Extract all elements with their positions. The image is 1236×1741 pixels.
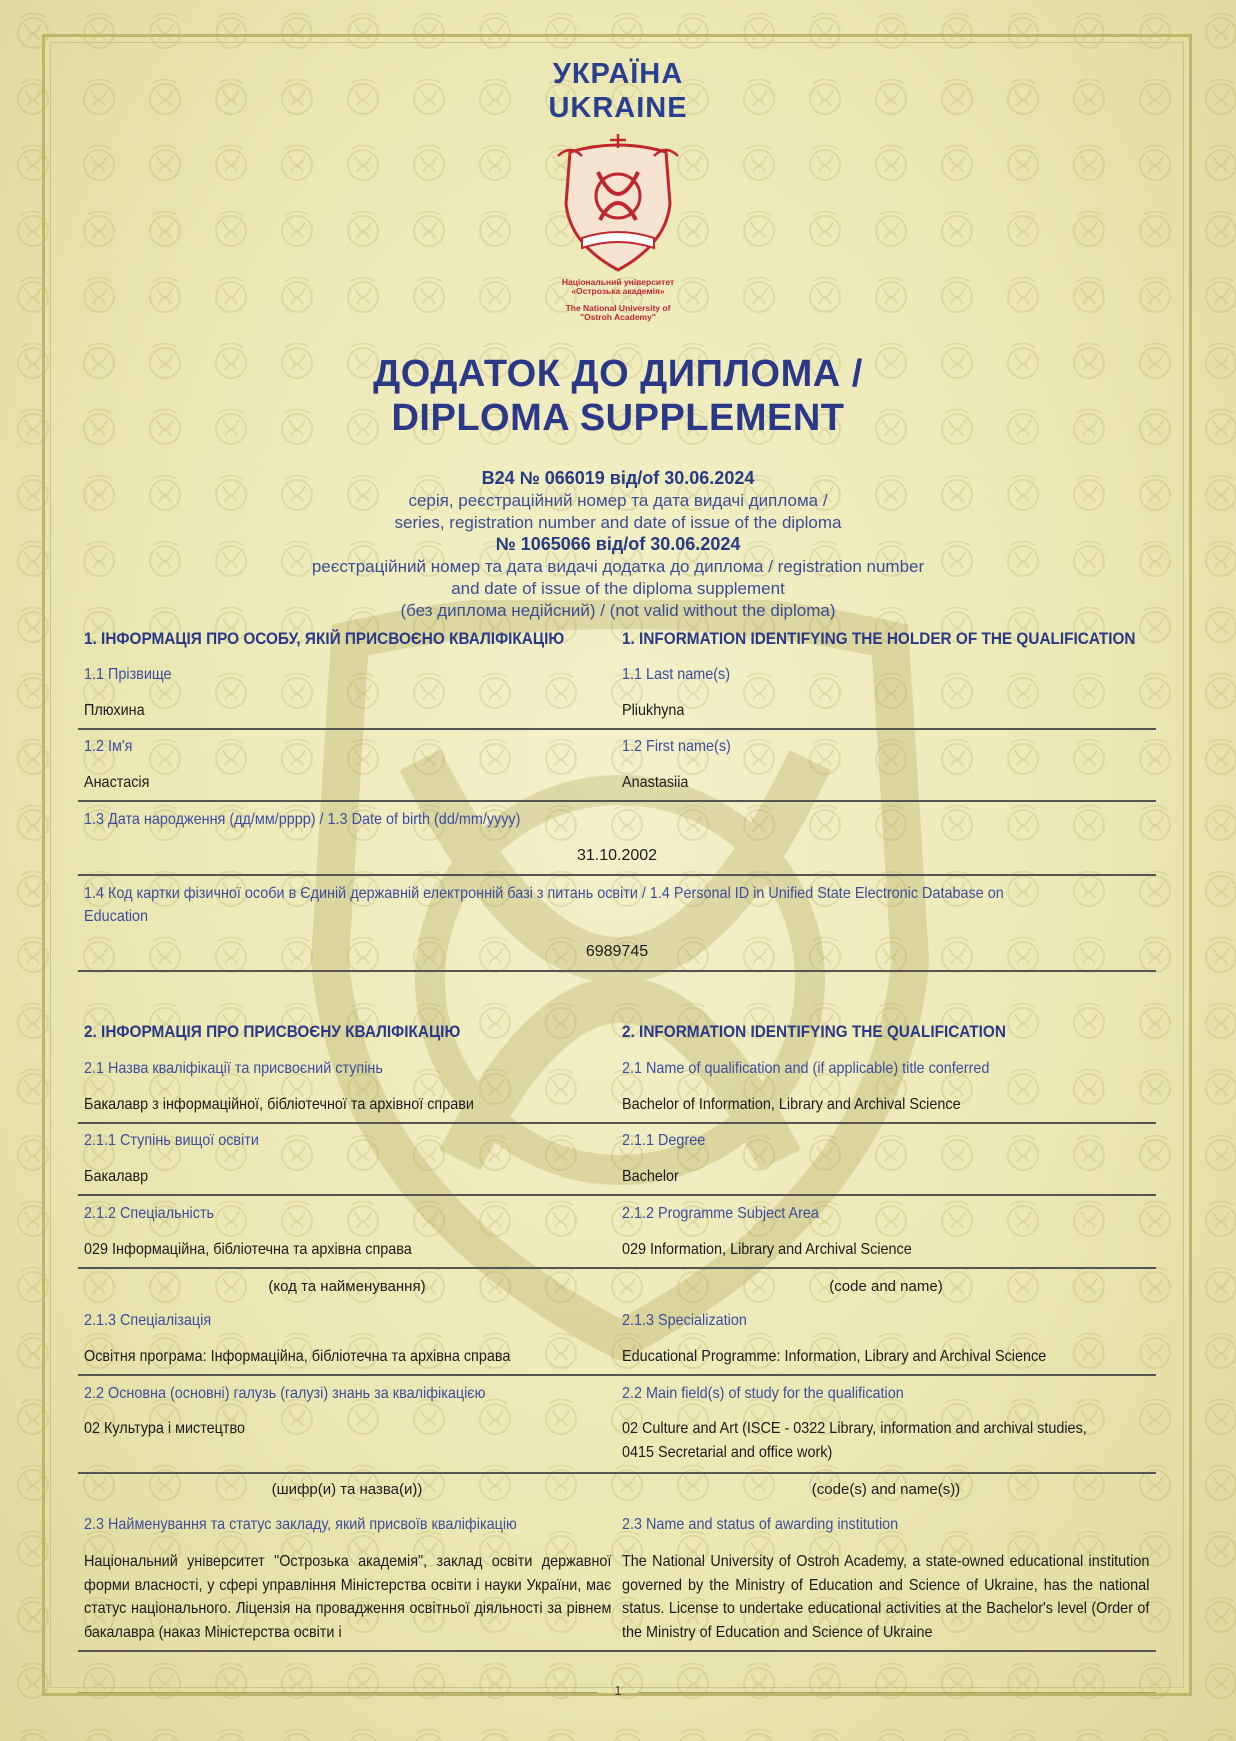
divider: [78, 1650, 1156, 1652]
diploma-caption-ua: серія, реєстраційний номер та дата видачі диплома /: [408, 491, 828, 510]
last-name-en: Pliukhyna: [622, 702, 685, 719]
specialization-ua: Освітня програма: Інформаційна, бібліотечна та архівна справа: [84, 1348, 511, 1365]
specialty-en: 029 Information, Library and Archival Science: [622, 1241, 912, 1258]
field-en-2: 0415 Secretarial and office work): [622, 1444, 833, 1461]
first-name-label-ua: 1.2 Ім'я: [84, 738, 133, 755]
divider: [78, 728, 1156, 730]
dob-value: 31.10.2002: [576, 847, 658, 864]
last-name-ua: Плюхина: [84, 702, 145, 719]
field-en-1: 02 Culture and Art (ISCE - 0322 Library, information and archival studies,: [622, 1420, 1087, 1437]
university-crest-icon: [548, 134, 688, 274]
section1-heading-ua: 1. ІНФОРМАЦІЯ ПРО ОСОБУ, ЯКІЙ ПРИСВОЄНО КВАЛІФІКАЦІЮ: [84, 630, 565, 648]
institution-description-en: The National University of Ostroh Academy, a state-owned educational institution governed by the Ministry of Education and Science of Ukraine, has the national status. License to undertake educational activities at the Bachelor's level (Order of the Ministry of Education and Science of Ukraine: [622, 1553, 1150, 1641]
document-title-ua: ДОДАТОК ДО ДИПЛОМА /: [373, 353, 863, 395]
specialty-note-ua: (код та найменування): [268, 1278, 426, 1295]
divider: [78, 1122, 1156, 1124]
divider: [78, 874, 1156, 876]
divider: [78, 1267, 1156, 1269]
qualification-label-ua: 2.1 Назва кваліфікації та присвоєний ступінь: [84, 1060, 383, 1077]
dob-label: 1.3 Дата народження (дд/мм/рррр) / 1.3 Date of birth (dd/mm/yyyy): [84, 811, 521, 828]
divider: [78, 800, 1156, 802]
divider: [78, 970, 1156, 972]
institution-label-en: 2.3 Name and status of awarding institution: [622, 1516, 899, 1533]
personal-id-value: 6989745: [585, 943, 649, 960]
qualification-en: Bachelor of Information, Library and Archival Science: [622, 1096, 961, 1113]
university-caption-ua-1: Національний університет: [561, 277, 675, 287]
divider: [78, 1194, 1156, 1196]
section2-heading-ua: 2. ІНФОРМАЦІЯ ПРО ПРИСВОЄНУ КВАЛІФІКАЦІЮ: [84, 1023, 461, 1041]
diploma-number: B24 № 066019 від/of 30.06.2024: [481, 468, 755, 488]
last-name-label-en: 1.1 Last name(s): [622, 666, 731, 683]
section1-heading-en: 1. INFORMATION IDENTIFYING THE HOLDER OF THE QUALIFICATION: [622, 630, 1136, 648]
qualification-label-en: 2.1 Name of qualification and (if applicable) title conferred: [622, 1060, 990, 1077]
university-caption-en-1: The National University of: [565, 303, 671, 313]
supplement-caption-1: реєстраційний номер та дата видачі додатка до диплома / registration number: [311, 557, 925, 576]
specialty-note-en: (code and name): [829, 1278, 943, 1295]
supplement-caption-2: and date of issue of the diploma supplement: [451, 579, 785, 598]
field-label-en: 2.2 Main field(s) of study for the qualification: [622, 1385, 904, 1402]
specialty-label-ua: 2.1.2 Спеціальність: [84, 1205, 215, 1222]
specialty-label-en: 2.1.2 Programme Subject Area: [622, 1205, 819, 1222]
institution-description-ua: Національний університет "Острозька академія", заклад освіти державної форми власності, у сфері управління Міністерства освіти і науки України, має статус національного. Ліцензія на провадження освітньої діяльності за рівнем бакалавра (наказ Міністерства освіти і: [84, 1553, 612, 1641]
first-name-ua: Анастасія: [84, 774, 150, 791]
validity-note: (без диплома недійсний) / (not valid without the diploma): [400, 601, 836, 620]
country-name-ua: УКРАЇНА: [552, 58, 684, 90]
university-caption-en-2: "Ostroh Academy": [580, 312, 656, 322]
page-number: 1: [614, 1683, 622, 1698]
specialization-label-en: 2.1.3 Specialization: [622, 1312, 747, 1329]
field-note-ua: (шифр(и) та назва(и)): [271, 1481, 423, 1498]
field-label-ua: 2.2 Основна (основні) галузь (галузі) знань за кваліфікацією: [84, 1385, 486, 1402]
institution-label-ua: 2.3 Найменування та статус закладу, який присвоїв кваліфікацію: [84, 1516, 517, 1533]
personal-id-label: 1.4 Код картки фізичної особи в Єдиній державній електронній базі з питань освіти / 1.4 Personal ID in Unified State Electronic Database on Education: [84, 885, 1004, 925]
degree-label-ua: 2.1.1 Ступінь вищої освіти: [84, 1132, 259, 1149]
country-name-en: UKRAINE: [548, 92, 688, 124]
diploma-caption-en: series, registration number and date of issue of the diploma: [394, 513, 842, 532]
specialization-en: Educational Programme: Information, Library and Archival Science: [622, 1348, 1047, 1365]
first-name-en: Anastasiia: [622, 774, 689, 791]
degree-label-en: 2.1.1 Degree: [622, 1132, 706, 1149]
supplement-number: № 1065066 від/of 30.06.2024: [495, 534, 741, 554]
divider: [78, 1374, 1156, 1376]
field-note-en: (code(s) and name(s)): [811, 1481, 961, 1498]
first-name-label-en: 1.2 First name(s): [622, 738, 731, 755]
section2-heading-en: 2. INFORMATION IDENTIFYING THE QUALIFICATION: [622, 1023, 1006, 1041]
degree-en: Bachelor: [622, 1168, 679, 1185]
specialty-ua: 029 Інформаційна, бібліотечна та архівна справа: [84, 1241, 412, 1258]
last-name-label-ua: 1.1 Прізвище: [84, 666, 172, 683]
field-ua: 02 Культура і мистецтво: [84, 1420, 246, 1437]
specialization-label-ua: 2.1.3 Спеціалізація: [84, 1312, 212, 1329]
qualification-ua: Бакалавр з інформаційної, бібліотечної та архівної справи: [84, 1096, 474, 1113]
divider: [78, 1472, 1156, 1474]
document-title-en: DIPLOMA SUPPLEMENT: [391, 397, 845, 439]
degree-ua: Бакалавр: [84, 1168, 149, 1185]
university-caption-ua-2: «Острозька академія»: [571, 286, 665, 296]
